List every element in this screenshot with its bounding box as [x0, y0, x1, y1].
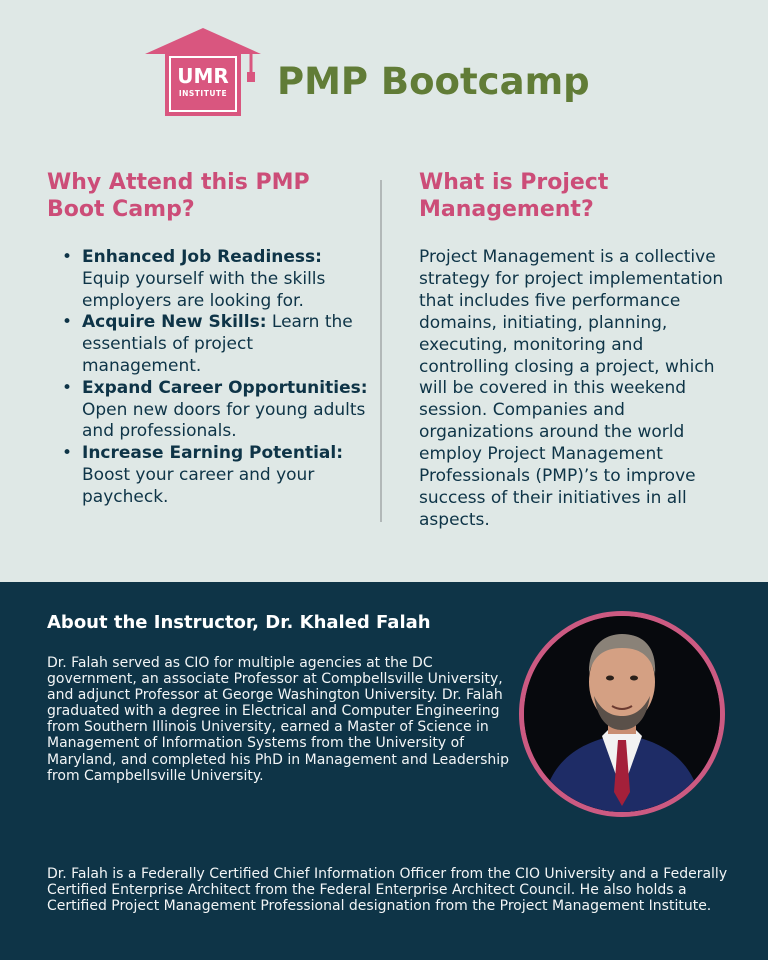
list-item-title: Enhanced Job Readiness:	[82, 247, 322, 267]
why-attend-heading: Why Attend this PMP Boot Camp?	[47, 170, 310, 222]
person-portrait-icon	[524, 616, 720, 812]
list-item	[60, 443, 370, 508]
instructor-photo	[519, 611, 725, 817]
list-item-text: Boost your career and your paycheck.	[82, 464, 315, 507]
list-item-title: Expand Career Opportunities:	[82, 377, 368, 398]
benefits-list	[60, 247, 370, 509]
list-item	[60, 312, 370, 377]
list-item-text: Open new doors for young adults and professionals.	[82, 399, 366, 442]
what-is-pm-heading: What is Project Management?	[419, 170, 609, 222]
instructor-bio-paragraph-1: Dr. Falah served as CIO for multiple agencies at the DC government, an associate Professor at Compbellsville University, and adjunct Professor at George Washington University. Dr. Falah graduated with a degree in Electrical and Computer Engineering from Southern Illinois University, earned a Master of Science in Management of Information Systems from the University of Maryland, and completed his PhD in Management and Leadership from Campbellsville University.	[47, 655, 510, 784]
page-title: PMP Bootcamp	[277, 60, 590, 103]
list-item-title: Acquire New Skills:	[82, 312, 267, 333]
umr-logo	[143, 26, 263, 118]
list-item-title: Increase Earning Potential:	[82, 443, 343, 464]
logo-text-umr: UMR	[177, 64, 229, 88]
list-item-text: Equip yourself with the skills employers are looking for.	[82, 268, 326, 311]
column-divider	[380, 180, 382, 522]
instructor-bio-paragraph-2: Dr. Falah is a Federally Certified Chief Information Officer from the CIO University and a Federally Certified Enterprise Architect from the Federal Enterprise Architect Council. He also holds a Certified Project Management Professional designation from the Project Management Institute.	[47, 866, 728, 915]
what-is-pm-body: Project Management is a collective strategy for project implementation that includes five performance domains, initiating, planning, executing, monitoring and controlling closing a project, which will be covered in this weekend session. Companies and organizations around the world employ Project Management Professionals (PMP)’s to improve success of their initiatives in all aspects.	[419, 247, 724, 530]
instructor-heading: About the Instructor, Dr. Khaled Falah	[47, 612, 431, 633]
logo-text-institute: INSTITUTE	[178, 89, 228, 98]
list-item-text: Learn the essentials of project management.	[82, 312, 353, 376]
list-item	[60, 247, 370, 312]
list-item	[60, 378, 370, 443]
